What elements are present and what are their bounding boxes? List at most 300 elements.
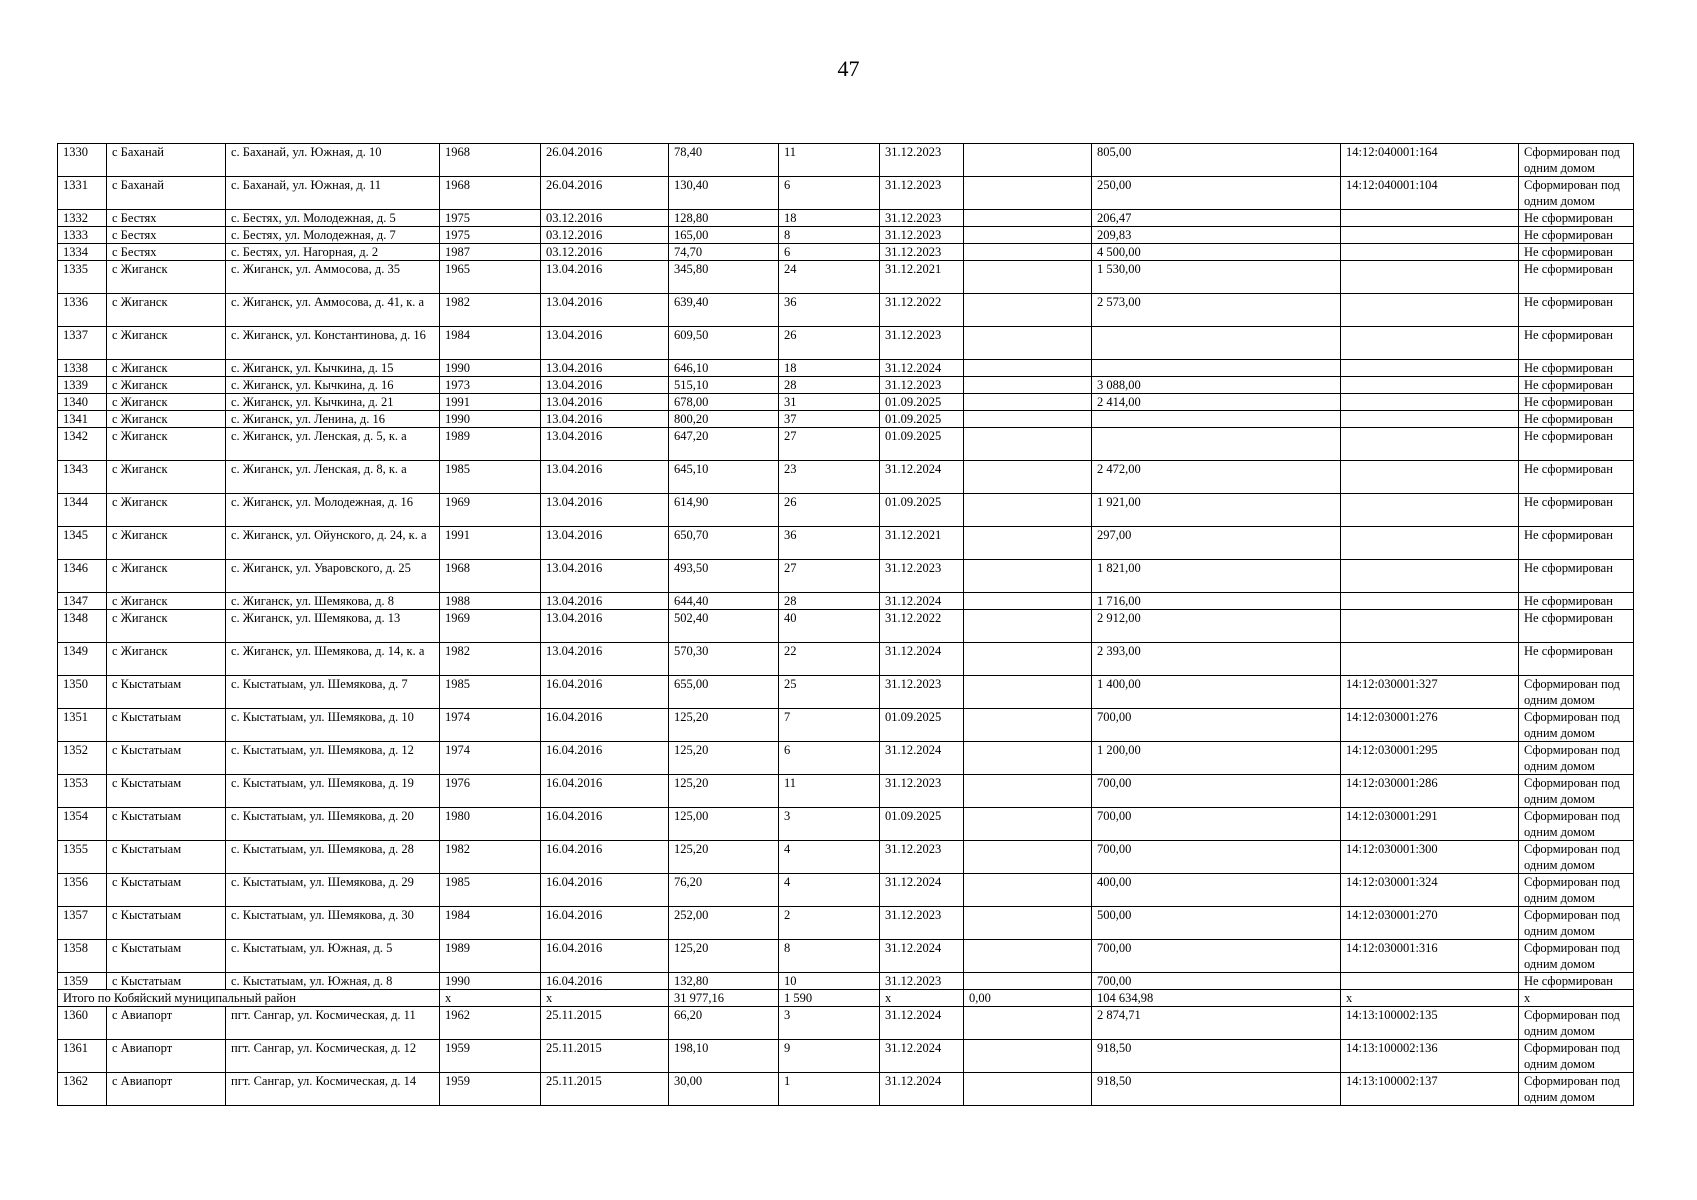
cost-cell [1092, 327, 1341, 360]
cost-cell: 700,00 [1092, 940, 1341, 973]
table-row [58, 907, 1634, 940]
land-status-cell: Не сформирован [1519, 973, 1634, 990]
page-number: 47 [837, 56, 860, 81]
deadline-cell: 31.12.2023 [880, 377, 964, 394]
amount-cell [964, 940, 1092, 973]
table-row [58, 244, 1634, 261]
settlement-cell: с Жиганск [107, 360, 226, 377]
year-cell: 1989 [440, 428, 541, 461]
date-cell: 16.04.2016 [541, 808, 669, 841]
address-cell: с. Бестях, ул. Молодежная, д. 7 [226, 227, 440, 244]
land-status-cell: Не сформирован [1519, 227, 1634, 244]
amount-cell [964, 428, 1092, 461]
row-number-cell: 1348 [58, 610, 107, 643]
year-cell: 1974 [440, 742, 541, 775]
amount-cell [964, 874, 1092, 907]
area-cell: 493,50 [669, 560, 779, 593]
residents-cell: 9 [779, 1040, 880, 1073]
table-row [58, 377, 1634, 394]
residents-cell: 22 [779, 643, 880, 676]
year-cell: 1980 [440, 808, 541, 841]
amount-cell [964, 610, 1092, 643]
land-status-cell: Сформирован под одним домом [1519, 841, 1634, 874]
cadastral-number-cell [1341, 973, 1519, 990]
area-cell: 125,20 [669, 775, 779, 808]
address-cell: с. Кыстатыам, ул. Шемякова, д. 29 [226, 874, 440, 907]
deadline-cell: 31.12.2023 [880, 973, 964, 990]
amount-cell [964, 210, 1092, 227]
settlement-cell: с Кыстатыам [107, 874, 226, 907]
cadastral-number-cell [1341, 394, 1519, 411]
area-cell: 198,10 [669, 1040, 779, 1073]
table-row [58, 1007, 1634, 1040]
area-cell: 125,20 [669, 709, 779, 742]
land-status-cell: Не сформирован [1519, 360, 1634, 377]
settlement-cell: с Авиапорт [107, 1073, 226, 1106]
area-cell: 650,70 [669, 527, 779, 560]
row-number-cell: 1346 [58, 560, 107, 593]
year-cell: x [440, 990, 541, 1007]
settlement-cell: с Жиганск [107, 610, 226, 643]
table-row [58, 709, 1634, 742]
table-row [58, 327, 1634, 360]
row-number-cell: 1353 [58, 775, 107, 808]
row-number-cell: 1334 [58, 244, 107, 261]
deadline-cell: 31.12.2024 [880, 593, 964, 610]
row-number-cell: 1347 [58, 593, 107, 610]
cost-cell: 4 500,00 [1092, 244, 1341, 261]
cadastral-number-cell: 14:12:030001:291 [1341, 808, 1519, 841]
deadline-cell: 31.12.2022 [880, 610, 964, 643]
table-row [58, 643, 1634, 676]
residents-cell: 36 [779, 294, 880, 327]
cost-cell: 700,00 [1092, 775, 1341, 808]
cadastral-number-cell: 14:13:100002:136 [1341, 1040, 1519, 1073]
year-cell: 1990 [440, 411, 541, 428]
cost-cell: 918,50 [1092, 1040, 1341, 1073]
date-cell: 13.04.2016 [541, 593, 669, 610]
table-row [58, 874, 1634, 907]
amount-cell [964, 1007, 1092, 1040]
residents-cell: 6 [779, 244, 880, 261]
amount-cell [964, 377, 1092, 394]
deadline-cell: 01.09.2025 [880, 709, 964, 742]
residents-cell: 27 [779, 560, 880, 593]
row-number-cell: 1335 [58, 261, 107, 294]
row-number-cell: 1337 [58, 327, 107, 360]
residents-cell: 4 [779, 841, 880, 874]
deadline-cell: 31.12.2023 [880, 775, 964, 808]
table-row [58, 461, 1634, 494]
year-cell: 1965 [440, 261, 541, 294]
amount-cell [964, 907, 1092, 940]
amount-cell [964, 461, 1092, 494]
residents-cell: 3 [779, 1007, 880, 1040]
deadline-cell: 31.12.2021 [880, 261, 964, 294]
cost-cell: 1 716,00 [1092, 593, 1341, 610]
year-cell: 1988 [440, 593, 541, 610]
row-number-cell: 1351 [58, 709, 107, 742]
cadastral-number-cell [1341, 411, 1519, 428]
cadastral-number-cell [1341, 428, 1519, 461]
year-cell: 1975 [440, 227, 541, 244]
cost-cell: 805,00 [1092, 144, 1341, 177]
amount-cell [964, 560, 1092, 593]
date-cell: 13.04.2016 [541, 261, 669, 294]
deadline-cell: 01.09.2025 [880, 394, 964, 411]
cost-cell: 1 200,00 [1092, 742, 1341, 775]
table-body [58, 144, 1634, 1106]
date-cell: 13.04.2016 [541, 360, 669, 377]
area-cell: 570,30 [669, 643, 779, 676]
cost-cell: 2 472,00 [1092, 461, 1341, 494]
amount-cell [964, 294, 1092, 327]
settlement-cell: с Кыстатыам [107, 973, 226, 990]
row-number-cell: 1345 [58, 527, 107, 560]
residents-cell: 4 [779, 874, 880, 907]
row-number-cell: 1331 [58, 177, 107, 210]
cadastral-number-cell: 14:12:030001:324 [1341, 874, 1519, 907]
settlement-cell: с Кыстатыам [107, 808, 226, 841]
date-cell: 13.04.2016 [541, 394, 669, 411]
settlement-cell: с Кыстатыам [107, 907, 226, 940]
table-row [58, 261, 1634, 294]
cadastral-number-cell [1341, 527, 1519, 560]
residents-cell: 28 [779, 377, 880, 394]
table-row [58, 940, 1634, 973]
settlement-cell: с Жиганск [107, 261, 226, 294]
deadline-cell: 31.12.2021 [880, 527, 964, 560]
row-number-cell: 1338 [58, 360, 107, 377]
date-cell: 16.04.2016 [541, 907, 669, 940]
date-cell: 03.12.2016 [541, 227, 669, 244]
deadline-cell: 31.12.2024 [880, 1073, 964, 1106]
deadline-cell: 01.09.2025 [880, 808, 964, 841]
land-status-cell: Сформирован под одним домом [1519, 907, 1634, 940]
cost-cell: 500,00 [1092, 907, 1341, 940]
year-cell: 1985 [440, 874, 541, 907]
land-status-cell: Не сформирован [1519, 610, 1634, 643]
residents-cell: 40 [779, 610, 880, 643]
table-row [58, 742, 1634, 775]
settlement-cell: с Жиганск [107, 527, 226, 560]
address-cell: с. Кыстатыам, ул. Шемякова, д. 30 [226, 907, 440, 940]
address-cell: с. Бестях, ул. Нагорная, д. 2 [226, 244, 440, 261]
area-cell: 655,00 [669, 676, 779, 709]
amount-cell [964, 1040, 1092, 1073]
cadastral-number-cell: 14:12:030001:295 [1341, 742, 1519, 775]
area-cell: 644,40 [669, 593, 779, 610]
deadline-cell: 31.12.2022 [880, 294, 964, 327]
date-cell: 26.04.2016 [541, 144, 669, 177]
land-status-cell: Сформирован под одним домом [1519, 1007, 1634, 1040]
year-cell: 1990 [440, 360, 541, 377]
residents-cell: 37 [779, 411, 880, 428]
table-row [58, 775, 1634, 808]
land-status-cell: Не сформирован [1519, 560, 1634, 593]
table-row [58, 360, 1634, 377]
amount-cell [964, 593, 1092, 610]
year-cell: 1991 [440, 394, 541, 411]
deadline-cell: 31.12.2023 [880, 144, 964, 177]
date-cell: 13.04.2016 [541, 411, 669, 428]
row-number-cell: 1340 [58, 394, 107, 411]
cost-cell [1092, 428, 1341, 461]
deadline-cell: 31.12.2023 [880, 907, 964, 940]
cost-cell: 918,50 [1092, 1073, 1341, 1106]
cost-cell: 700,00 [1092, 841, 1341, 874]
cadastral-number-cell [1341, 494, 1519, 527]
date-cell: 13.04.2016 [541, 377, 669, 394]
year-cell: 1989 [440, 940, 541, 973]
date-cell: 16.04.2016 [541, 841, 669, 874]
cadastral-number-cell [1341, 360, 1519, 377]
address-cell: с. Жиганск, ул. Ленская, д. 8, к. а [226, 461, 440, 494]
settlement-cell: с Жиганск [107, 411, 226, 428]
land-status-cell: Сформирован под одним домом [1519, 742, 1634, 775]
residents-cell: 6 [779, 742, 880, 775]
area-cell: 165,00 [669, 227, 779, 244]
cost-cell: 2 874,71 [1092, 1007, 1341, 1040]
cost-cell: 206,47 [1092, 210, 1341, 227]
cost-cell: 2 573,00 [1092, 294, 1341, 327]
settlement-cell: с Кыстатыам [107, 709, 226, 742]
date-cell: 16.04.2016 [541, 676, 669, 709]
address-cell: с. Жиганск, ул. Уваровского, д. 25 [226, 560, 440, 593]
residents-cell: 26 [779, 327, 880, 360]
year-cell: 1959 [440, 1073, 541, 1106]
address-cell: с. Кыстатыам, ул. Шемякова, д. 12 [226, 742, 440, 775]
year-cell: 1990 [440, 973, 541, 990]
area-cell: 132,80 [669, 973, 779, 990]
address-cell: с. Жиганск, ул. Ойунского, д. 24, к. а [226, 527, 440, 560]
land-status-cell: Не сформирован [1519, 394, 1634, 411]
land-status-cell: Не сформирован [1519, 643, 1634, 676]
date-cell: 25.11.2015 [541, 1040, 669, 1073]
deadline-cell: 31.12.2023 [880, 327, 964, 360]
area-cell: 66,20 [669, 1007, 779, 1040]
row-number-cell: 1358 [58, 940, 107, 973]
row-number-cell: 1350 [58, 676, 107, 709]
date-cell: 13.04.2016 [541, 327, 669, 360]
cadastral-number-cell: 14:12:030001:270 [1341, 907, 1519, 940]
land-status-cell: Не сформирован [1519, 261, 1634, 294]
row-number-cell: 1339 [58, 377, 107, 394]
area-cell: 125,00 [669, 808, 779, 841]
row-number-cell: 1342 [58, 428, 107, 461]
residents-cell: 28 [779, 593, 880, 610]
settlement-cell: с Кыстатыам [107, 940, 226, 973]
year-cell: 1982 [440, 841, 541, 874]
settlement-cell: с Жиганск [107, 294, 226, 327]
land-status-cell: x [1519, 990, 1634, 1007]
land-status-cell: Сформирован под одним домом [1519, 144, 1634, 177]
cost-cell: 2 393,00 [1092, 643, 1341, 676]
address-cell: с. Жиганск, ул. Молодежная, д. 16 [226, 494, 440, 527]
land-status-cell: Не сформирован [1519, 494, 1634, 527]
land-status-cell: Сформирован под одним домом [1519, 775, 1634, 808]
date-cell: 03.12.2016 [541, 210, 669, 227]
date-cell: 13.04.2016 [541, 643, 669, 676]
row-number-cell: 1359 [58, 973, 107, 990]
land-status-cell: Не сформирован [1519, 327, 1634, 360]
deadline-cell: 31.12.2024 [880, 360, 964, 377]
address-cell: с. Кыстатыам, ул. Шемякова, д. 7 [226, 676, 440, 709]
date-cell: 13.04.2016 [541, 494, 669, 527]
amount-cell: 0,00 [964, 990, 1092, 1007]
area-cell: 502,40 [669, 610, 779, 643]
cadastral-number-cell: 14:12:040001:104 [1341, 177, 1519, 210]
area-cell: 125,20 [669, 742, 779, 775]
cadastral-number-cell [1341, 210, 1519, 227]
cadastral-number-cell [1341, 461, 1519, 494]
cost-cell: 1 821,00 [1092, 560, 1341, 593]
land-status-cell: Сформирован под одним домом [1519, 676, 1634, 709]
amount-cell [964, 261, 1092, 294]
residents-cell: 6 [779, 177, 880, 210]
deadline-cell: 31.12.2023 [880, 227, 964, 244]
date-cell: 16.04.2016 [541, 973, 669, 990]
row-number-cell: 1330 [58, 144, 107, 177]
residents-cell: 18 [779, 210, 880, 227]
deadline-cell: 31.12.2024 [880, 940, 964, 973]
cadastral-number-cell [1341, 610, 1519, 643]
deadline-cell: 01.09.2025 [880, 494, 964, 527]
residents-cell: 2 [779, 907, 880, 940]
address-cell: с. Кыстатыам, ул. Шемякова, д. 28 [226, 841, 440, 874]
address-cell: пгт. Сангар, ул. Космическая, д. 11 [226, 1007, 440, 1040]
area-cell: 30,00 [669, 1073, 779, 1106]
cadastral-number-cell [1341, 593, 1519, 610]
amount-cell [964, 394, 1092, 411]
settlement-cell: с Бестях [107, 244, 226, 261]
land-status-cell: Не сформирован [1519, 244, 1634, 261]
cadastral-number-cell [1341, 643, 1519, 676]
deadline-cell: x [880, 990, 964, 1007]
cost-cell: 700,00 [1092, 709, 1341, 742]
year-cell: 1968 [440, 177, 541, 210]
cadastral-number-cell [1341, 244, 1519, 261]
settlement-cell: с Жиганск [107, 377, 226, 394]
residents-cell: 24 [779, 261, 880, 294]
total-label-cell: Итого по Кобяйский муниципальный район [58, 990, 440, 1007]
residents-cell: 11 [779, 775, 880, 808]
amount-cell [964, 841, 1092, 874]
area-cell: 678,00 [669, 394, 779, 411]
settlement-cell: с Жиганск [107, 593, 226, 610]
table-row [58, 394, 1634, 411]
cadastral-number-cell [1341, 227, 1519, 244]
year-cell: 1976 [440, 775, 541, 808]
table-row [58, 294, 1634, 327]
address-cell: с. Жиганск, ул. Константинова, д. 16 [226, 327, 440, 360]
row-number-cell: 1356 [58, 874, 107, 907]
year-cell: 1969 [440, 494, 541, 527]
cadastral-number-cell: 14:13:100002:135 [1341, 1007, 1519, 1040]
row-number-cell: 1344 [58, 494, 107, 527]
table-row [58, 560, 1634, 593]
cost-cell: 700,00 [1092, 973, 1341, 990]
settlement-cell: с Жиганск [107, 461, 226, 494]
amount-cell [964, 676, 1092, 709]
table-row [58, 610, 1634, 643]
deadline-cell: 31.12.2024 [880, 461, 964, 494]
settlement-cell: с Бестях [107, 227, 226, 244]
date-cell: 16.04.2016 [541, 775, 669, 808]
cadastral-number-cell [1341, 261, 1519, 294]
address-cell: с. Жиганск, ул. Ленская, д. 5, к. а [226, 428, 440, 461]
row-number-cell: 1360 [58, 1007, 107, 1040]
land-status-cell: Сформирован под одним домом [1519, 874, 1634, 907]
settlement-cell: с Жиганск [107, 327, 226, 360]
deadline-cell: 01.09.2025 [880, 411, 964, 428]
land-status-cell: Не сформирован [1519, 527, 1634, 560]
residents-cell: 23 [779, 461, 880, 494]
year-cell: 1974 [440, 709, 541, 742]
address-cell: с. Кыстатыам, ул. Южная, д. 8 [226, 973, 440, 990]
date-cell: 13.04.2016 [541, 527, 669, 560]
address-cell: с. Жиганск, ул. Ленина, д. 16 [226, 411, 440, 428]
year-cell: 1969 [440, 610, 541, 643]
cadastral-number-cell [1341, 294, 1519, 327]
amount-cell [964, 411, 1092, 428]
address-cell: с. Кыстатыам, ул. Южная, д. 5 [226, 940, 440, 973]
settlement-cell: с Авиапорт [107, 1007, 226, 1040]
date-cell: 25.11.2015 [541, 1073, 669, 1106]
amount-cell [964, 1073, 1092, 1106]
year-cell: 1968 [440, 144, 541, 177]
address-cell: с. Жиганск, ул. Шемякова, д. 8 [226, 593, 440, 610]
deadline-cell: 31.12.2023 [880, 244, 964, 261]
residents-cell: 3 [779, 808, 880, 841]
deadline-cell: 31.12.2024 [880, 643, 964, 676]
land-status-cell: Сформирован под одним домом [1519, 177, 1634, 210]
deadline-cell: 01.09.2025 [880, 428, 964, 461]
table-row [58, 808, 1634, 841]
cadastral-number-cell: x [1341, 990, 1519, 1007]
cost-cell: 400,00 [1092, 874, 1341, 907]
address-cell: с. Кыстатыам, ул. Шемякова, д. 20 [226, 808, 440, 841]
deadline-cell: 31.12.2023 [880, 177, 964, 210]
land-status-cell: Не сформирован [1519, 210, 1634, 227]
year-cell: 1985 [440, 676, 541, 709]
cost-cell: 209,83 [1092, 227, 1341, 244]
date-cell: 16.04.2016 [541, 940, 669, 973]
date-cell: 13.04.2016 [541, 461, 669, 494]
deadline-cell: 31.12.2024 [880, 742, 964, 775]
year-cell: 1985 [440, 461, 541, 494]
settlement-cell: с Авиапорт [107, 1040, 226, 1073]
address-cell: пгт. Сангар, ул. Космическая, д. 12 [226, 1040, 440, 1073]
residents-cell: 27 [779, 428, 880, 461]
amount-cell [964, 244, 1092, 261]
row-number-cell: 1354 [58, 808, 107, 841]
settlement-cell: с Жиганск [107, 560, 226, 593]
housing-registry-table [57, 143, 1634, 1106]
cadastral-number-cell [1341, 560, 1519, 593]
deadline-cell: 31.12.2024 [880, 1040, 964, 1073]
table-row [58, 1040, 1634, 1073]
residents-cell: 25 [779, 676, 880, 709]
table-row [58, 593, 1634, 610]
amount-cell [964, 808, 1092, 841]
cost-cell: 2 414,00 [1092, 394, 1341, 411]
residents-cell: 11 [779, 144, 880, 177]
date-cell: 26.04.2016 [541, 177, 669, 210]
table-row [58, 494, 1634, 527]
cost-cell [1092, 360, 1341, 377]
cost-cell: 2 912,00 [1092, 610, 1341, 643]
